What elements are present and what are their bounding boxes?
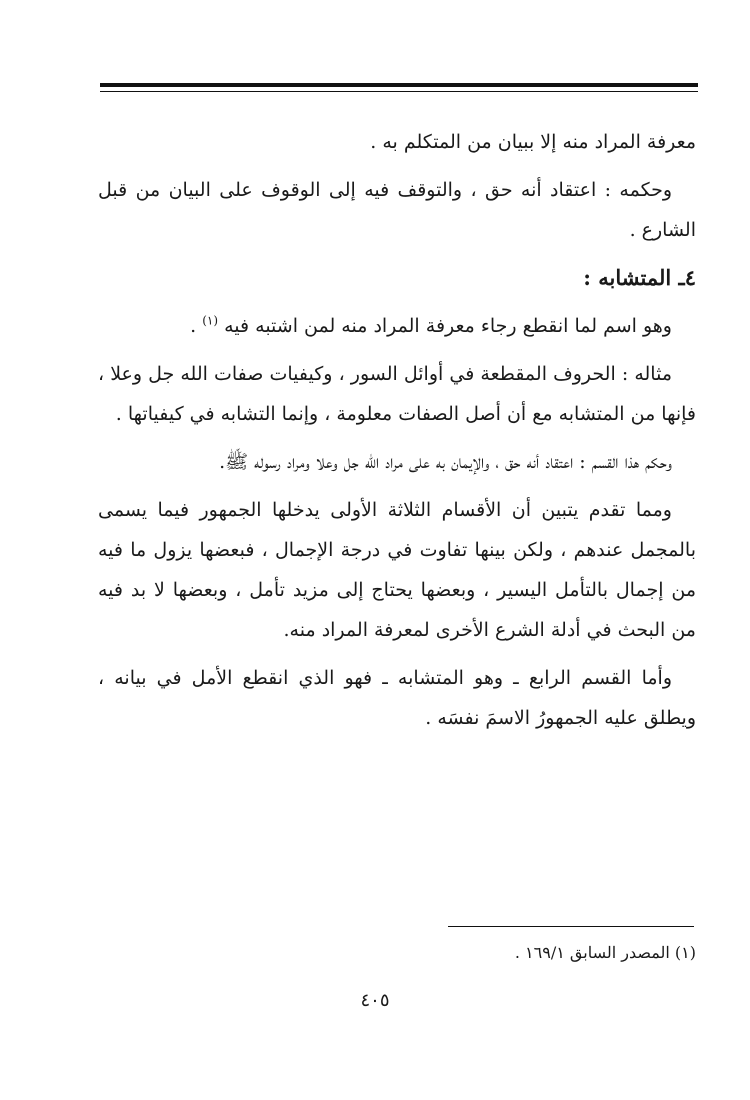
- paragraph-example: مثاله : الحروف المقطعة في أوائل السور ، وكيفيات صفات الله جل وعلا ، فإنها من المتشابه مع أن أصل الصفات معلومة ، وإنما التشابه في كيفياتها .: [98, 363, 696, 425]
- footnote-marker: (١): [202, 313, 219, 328]
- section-heading-mutashabih: ٤ـ المتشابه :: [583, 265, 696, 290]
- paragraph-ruling-mutashabih: وحكم هذا القسم : اعتقاد أنه حق ، والإيمان به على مراد الله جل وعلا ومراد رسوله ﷺ.: [219, 451, 672, 473]
- paragraph-continuation: معرفة المراد منه إلا ببيان من المتكلم به .: [370, 131, 696, 153]
- footnote-rule: [448, 926, 694, 927]
- page-number: ٤٠٥: [360, 990, 390, 1011]
- definition-end: .: [190, 315, 203, 337]
- paragraph-fourth-section: وأما القسم الرابع ـ وهو المتشابه ـ فهو الذي انقطع الأمل في بيانه ، ويطلق عليه الجمهورُ الاسمَ نفسَه .: [98, 667, 696, 729]
- definition-text: وهو اسم لما انقطع رجاء معرفة المراد منه لمن اشتبه فيه: [224, 315, 672, 337]
- body-text: [98, 122, 696, 746]
- paragraph-definition: [98, 306, 696, 346]
- paragraph-ruling: وحكمه : اعتقاد أنه حق ، والتوقف فيه إلى الوقوف على البيان من قبل الشارع .: [98, 179, 696, 241]
- header-rule-thick: [100, 83, 698, 87]
- footnote: (١) المصدر السابق ١٦٩/١ .: [514, 943, 696, 962]
- header-rule-thin: [100, 91, 698, 92]
- paragraph-summary: ومما تقدم يتبين أن الأقسام الثلاثة الأولى يدخلها الجمهور فيما يسمى بالمجمل عندهم ، ولكن بينها تفاوت في درجة الإجمال ، فبعضها يزول ما فيه من إجمال بالتأمل اليسير ، وبعضها يحتاج إلى مزيد تأمل ، وبعضها لا بد فيه من البحث في أدلة الشرع الأخرى لمعرفة المراد منه.: [98, 499, 696, 641]
